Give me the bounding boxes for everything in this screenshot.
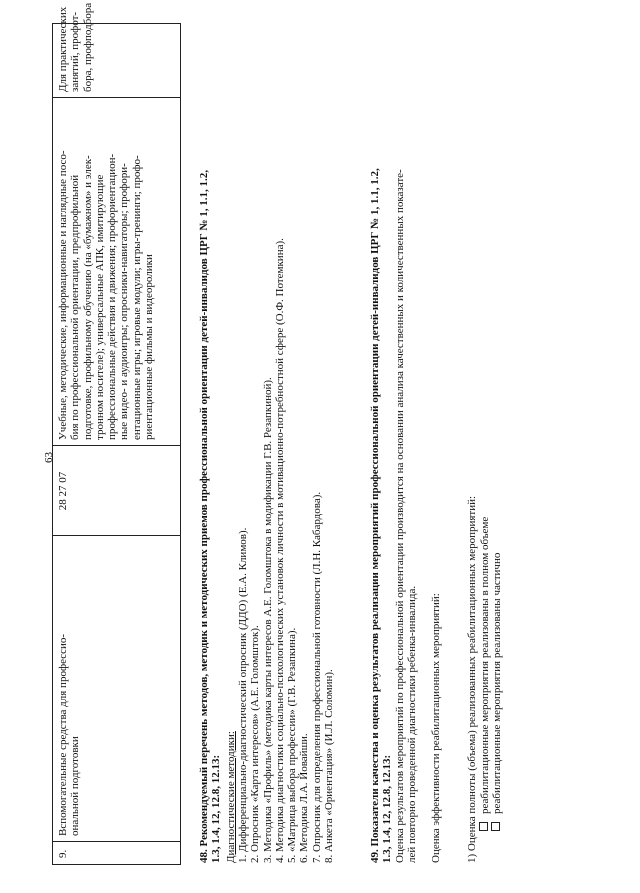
- checkbox-icon[interactable]: [479, 822, 488, 831]
- table-cell-text: Для практических: [57, 6, 69, 92]
- page-number: 63: [43, 452, 55, 463]
- table-cell-text: Учебные, методические, информационные и наглядные посо-: [57, 150, 69, 440]
- table-cell-text: занятий, профот-: [69, 11, 82, 92]
- section-49-heading: [369, 23, 394, 863]
- table-cell-text: профессиональные действия и движения; профориентацион-: [106, 153, 119, 440]
- table: [52, 2, 181, 865]
- table-cell-text: бия по профессиональной ориентации, предпрофильной: [69, 174, 82, 440]
- table-cell-text: тронном носителе); универсальные АПК, имитирующие: [93, 174, 106, 440]
- table-cell-text: риентационные фильмы и видеоролики: [143, 254, 156, 440]
- table-cell-text: бора, профподбора: [81, 2, 94, 92]
- checkbox-row: [491, 23, 503, 863]
- list-item: 5. «Матрица выбора профессии» (Г.В. Резапкина).: [286, 627, 299, 863]
- section-49-text: [394, 23, 419, 863]
- heading-line: 48. Рекомендуемый перечень методов, методик и методических приемов профессиональной ориентации детей-инвалидов ЦРГ № 1, 1.1, 1.2,: [198, 169, 210, 863]
- evaluation-title: Оценка эффективности реабилитационных мероприятий:: [430, 593, 442, 863]
- text-line: лей повторно проведенной диагностики ребенка-инвалида.: [406, 585, 419, 863]
- table-cell-code: 28 27 07: [57, 471, 69, 511]
- table-cell-purpose: [53, 2, 180, 98]
- table-cell-text: Вспомогательные средства для профессио-: [57, 633, 69, 836]
- diagnostic-methods-subheading: Диагностические методики:: [225, 731, 237, 863]
- methods-list: [237, 23, 335, 863]
- list-item: 1. Дифференциально-диагностический опросник (ДДО) (Е.А. Климов).: [237, 527, 249, 863]
- table-cell-text: подготовке, профильному обучению (на «бумажном» и элек-: [81, 155, 94, 440]
- evaluation-item-1: 1) Оценка полноты (объема) реализованных реабилитационных мероприятий:: [466, 495, 478, 863]
- table-cell-description: [53, 98, 180, 446]
- table-cell-name: [53, 536, 180, 842]
- table-cell-text: ентационные игры; игровые модули; игры-тренинги; профо-: [130, 155, 143, 440]
- heading-line: 1.3, 1.4, 12, 12.8, 12.13:: [381, 754, 394, 863]
- list-item: 3. Методика «Профиль» (методика карты интересов А.Е. Голомштока в модификации Г.В. Резапкиной).: [261, 377, 274, 863]
- table-cell-text: ные видео- и аудиоигры; опросники-навигаторы; профори-: [118, 163, 131, 440]
- table-cell-number: 9.: [57, 849, 69, 858]
- list-item: 6. Методика Л.А. Йовайши.: [298, 733, 311, 863]
- list-item: 8. Анкета «Ориентация» (И.Л. Соломин).: [323, 669, 336, 863]
- checkbox-label: реабилитационные мероприятия реализованы частично: [491, 552, 503, 814]
- table-cell-text: ональной подготовки: [69, 736, 82, 836]
- list-item: 2. Опросник «Карта интересов» (А.Е. Голомшток).: [249, 625, 262, 863]
- list-item: 7. Опросник для определения профессиональной готовности (Л.Н. Кабардова).: [310, 491, 323, 863]
- text-line: Оценка результатов мероприятий по профессиональной ориентации производится на основании анализа качественных и количественных показате-: [394, 169, 406, 863]
- list-item: 4. Методика диагностики социально-психологических установок личности в мотивационно-потребностной сфере (О.Ф. Потемкина).: [273, 238, 286, 863]
- checkbox-icon[interactable]: [491, 822, 500, 831]
- checkbox-label: реабилитационные мероприятия реализованы в полном объеме: [479, 516, 491, 814]
- checkbox-row: [479, 23, 491, 863]
- section-48-heading: [198, 23, 223, 863]
- heading-line: 49. Показатели качества и оценка результатов реализации мероприятий профессиональной ориентации детей-инвалидов ЦРГ № 1, 1.1, 1.2,: [369, 168, 381, 863]
- heading-line: 1.3, 1.4, 12, 12.8, 12.13:: [210, 754, 223, 863]
